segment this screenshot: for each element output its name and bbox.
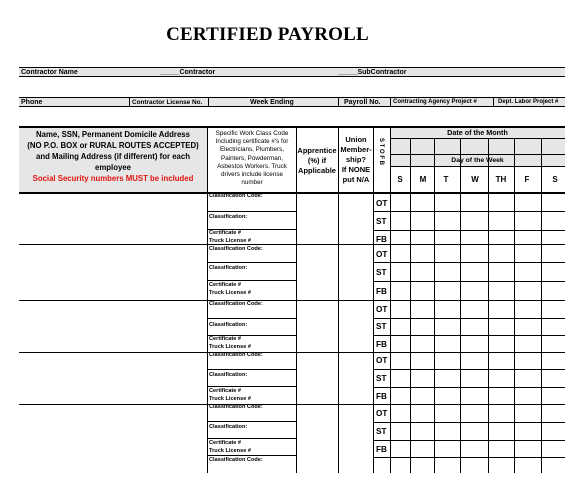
row-line bbox=[373, 457, 565, 458]
code-ot: OT bbox=[376, 356, 388, 365]
day-friday: F bbox=[524, 175, 530, 184]
row-line bbox=[207, 211, 296, 212]
header-top-border bbox=[19, 126, 565, 128]
day-monday: M bbox=[419, 175, 427, 184]
day-of-week-label: Day of the Week bbox=[451, 157, 504, 164]
work-class-header bbox=[208, 130, 296, 187]
truck-license-label: Truck License # bbox=[209, 396, 251, 402]
row-line bbox=[373, 230, 565, 231]
page-title: CERTIFIED PAYROLL bbox=[166, 24, 369, 45]
work-class-line: Electricians, Plumbers, bbox=[219, 146, 285, 154]
employee-row bbox=[0, 404, 585, 473]
work-class-line: Specific Work Class Code bbox=[215, 130, 289, 137]
classification-label: Classification: bbox=[209, 372, 248, 378]
union-line: put N/A bbox=[342, 175, 370, 184]
row-line bbox=[373, 318, 565, 319]
day-thursday: TH bbox=[495, 175, 507, 184]
employee-row bbox=[0, 244, 585, 300]
certificate-label: Certificate # bbox=[209, 282, 242, 288]
row-line bbox=[373, 281, 565, 282]
date-of-month-label: Date of the Month bbox=[447, 128, 508, 137]
date-row-line bbox=[390, 154, 565, 155]
contractor-license-label: Contractor License No. bbox=[132, 99, 203, 106]
row-line bbox=[207, 262, 296, 263]
day-saturday: S bbox=[552, 175, 558, 184]
code-ot: OT bbox=[376, 305, 388, 314]
subcontractor-label: _____SubContractor bbox=[338, 69, 407, 76]
code-fb: FB bbox=[376, 235, 387, 244]
week-ending-label: Week Ending bbox=[250, 99, 294, 106]
code-ot: OT bbox=[376, 199, 388, 208]
work-class-line: Including certificate #'s for bbox=[215, 138, 289, 146]
day-tuesday: T bbox=[443, 175, 449, 184]
day-wednesday: W bbox=[471, 175, 479, 184]
row-line bbox=[373, 262, 565, 263]
work-class-line: Painters, Powderman, bbox=[221, 154, 283, 162]
classification-label: Classification: bbox=[209, 265, 248, 271]
code-fb: FB bbox=[376, 287, 387, 296]
code-fb: FB bbox=[376, 340, 387, 349]
truck-license-label: Truck License # bbox=[209, 238, 251, 244]
band-sep bbox=[129, 97, 130, 107]
employee-header-line: employee bbox=[95, 163, 131, 172]
work-class-line: drivers include license bbox=[221, 171, 283, 179]
row-line bbox=[373, 335, 565, 336]
classification-code-label: Classification Code: bbox=[209, 457, 263, 463]
classification-code-label: Classification Code: bbox=[209, 301, 263, 307]
row-line bbox=[207, 455, 296, 456]
code-st: ST bbox=[376, 322, 387, 331]
row-line bbox=[207, 438, 296, 439]
certificate-label: Certificate # bbox=[209, 230, 242, 236]
row-line bbox=[373, 422, 565, 423]
code-st: ST bbox=[376, 268, 387, 277]
code-ot: OT bbox=[376, 409, 388, 418]
band-sep bbox=[208, 97, 209, 107]
code-st: ST bbox=[376, 217, 387, 226]
truck-license-label: Truck License # bbox=[209, 344, 251, 350]
certificate-label: Certificate # bbox=[209, 336, 242, 342]
union-line: ship? bbox=[346, 155, 366, 164]
row-line bbox=[207, 421, 296, 422]
classification-code-label: Classification Code: bbox=[209, 352, 263, 358]
row-line bbox=[207, 335, 296, 336]
row-line bbox=[373, 387, 565, 388]
employee-header bbox=[19, 129, 207, 184]
band-sep bbox=[493, 97, 494, 107]
payroll-no-label: Payroll No. bbox=[344, 99, 381, 106]
classification-code-label: Classification Code: bbox=[209, 193, 263, 199]
work-class-line: number bbox=[241, 179, 263, 187]
certificate-label: Certificate # bbox=[209, 388, 242, 394]
contractor-band bbox=[19, 67, 565, 77]
row-line bbox=[373, 369, 565, 370]
rotated-codes: S T O F B bbox=[378, 138, 384, 165]
apprentice-line: Applicable bbox=[298, 166, 336, 175]
code-fb: FB bbox=[376, 392, 387, 401]
code-st: ST bbox=[376, 427, 387, 436]
work-class-line: Asbestos Workers. Truck bbox=[217, 162, 287, 170]
band-sep bbox=[338, 97, 339, 107]
row-line bbox=[207, 386, 296, 387]
employee-row bbox=[0, 352, 585, 404]
union-line: If NONE bbox=[341, 165, 371, 174]
date-row-line bbox=[390, 138, 565, 139]
certificate-label: Certificate # bbox=[209, 440, 242, 446]
union-line: Member- bbox=[340, 145, 372, 154]
row-line bbox=[207, 318, 296, 319]
classification-code-label: Classification Code: bbox=[209, 404, 263, 410]
code-st: ST bbox=[376, 374, 387, 383]
day-sunday: S bbox=[397, 175, 403, 184]
classification-label: Classification: bbox=[209, 424, 248, 430]
ssn-warning: Social Security numbers MUST be included bbox=[32, 174, 194, 183]
classification-label: Classification: bbox=[209, 322, 248, 328]
employee-header-line: and Mailing Address (if different) for each bbox=[36, 152, 190, 161]
code-fb: FB bbox=[376, 445, 387, 454]
union-line: Union bbox=[345, 135, 367, 144]
row-line bbox=[207, 229, 296, 230]
band-sep bbox=[390, 97, 391, 107]
date-row-line bbox=[390, 166, 565, 167]
apprentice-line: Apprentice bbox=[297, 146, 337, 155]
code-ot: OT bbox=[376, 250, 388, 259]
classification-label: Classification: bbox=[209, 214, 248, 220]
employee-header-line: Name, SSN, Permanent Domicile Address bbox=[36, 130, 190, 139]
truck-license-label: Truck License # bbox=[209, 448, 251, 454]
contractor-label: _____Contractor bbox=[160, 69, 216, 76]
dept-labor-project-label: Dept. Labor Project # bbox=[498, 99, 559, 105]
row-line bbox=[207, 280, 296, 281]
row-line bbox=[373, 211, 565, 212]
phone-label: Phone bbox=[21, 99, 43, 106]
employee-header-line: (NO P.O. BOX or RURAL ROUTES ACCEPTED) bbox=[27, 141, 199, 150]
row-line bbox=[207, 369, 296, 370]
contractor-name-label: Contractor Name bbox=[21, 69, 78, 76]
truck-license-label: Truck License # bbox=[209, 290, 251, 296]
apprentice-header bbox=[296, 146, 338, 176]
employee-row bbox=[0, 300, 585, 352]
classification-code-label: Classification Code: bbox=[209, 246, 263, 252]
agency-project-label: Contracting Agency Project # bbox=[393, 99, 477, 105]
row-line bbox=[373, 440, 565, 441]
union-header bbox=[338, 135, 374, 185]
apprentice-line: (%) if bbox=[307, 156, 327, 165]
